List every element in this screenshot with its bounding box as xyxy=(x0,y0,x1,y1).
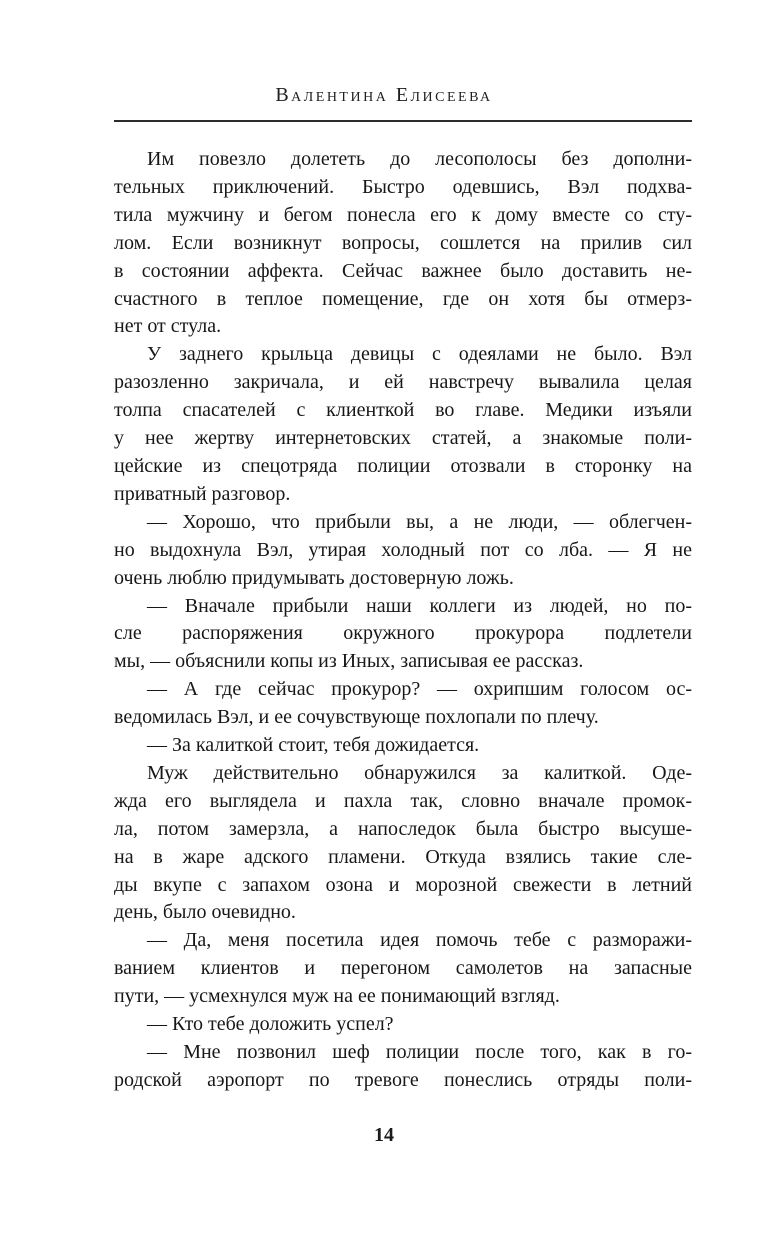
text-line: но выдохнула Вэл, утирая холодный пот со лба. — Я не xyxy=(114,538,692,561)
text-line: лом. Если возникнут вопросы, сошлется на прилив сил xyxy=(114,231,692,254)
text-line: ванием клиентов и перегоном самолетов на запасные xyxy=(114,957,692,980)
paragraph xyxy=(114,1011,692,1039)
text-line: ды вкупе с запахом озона и морозной свежести в летний xyxy=(114,873,692,896)
text-line: жда его выглядела и пахла так, словно вначале промок- xyxy=(114,789,692,812)
text-line: сле распоряжения окружного прокурора подлетели xyxy=(114,622,692,645)
text-line: — За калиткой стоит, тебя дожидается. xyxy=(147,734,480,757)
paragraph xyxy=(114,146,692,341)
paragraph xyxy=(114,1039,692,1095)
body-text xyxy=(114,146,692,1095)
text-line: — Кто тебе доложить успел? xyxy=(147,1013,394,1036)
text-line: день, было очевидно. xyxy=(114,901,296,924)
header-rule xyxy=(114,120,692,122)
text-line: цейские из спецотряда полиции отозвали в сторонку на xyxy=(114,454,692,477)
running-header: Валентина Елисеева xyxy=(275,84,493,106)
text-line: — Мне позвонил шеф полиции после того, как в го- xyxy=(147,1041,692,1063)
text-line: ла, потом замерзла, а напоследок была быстро высуше- xyxy=(114,817,692,840)
text-line: Им повезло долететь до лесополосы без дополни- xyxy=(147,148,692,170)
paragraph xyxy=(114,509,692,593)
paragraph xyxy=(114,341,692,508)
text-line: родской аэропорт по тревоге понеслись отряды поли- xyxy=(114,1068,692,1091)
text-line: нет от стула. xyxy=(114,315,222,338)
paragraph xyxy=(114,760,692,927)
text-line: толпа спасателей с клиенткой во главе. Медики изъяли xyxy=(114,399,692,422)
text-line: У заднего крыльца девицы с одеялами не было. Вэл xyxy=(147,343,692,366)
text-line: — Хорошо, что прибыли вы, а не люди, — облегчен- xyxy=(147,510,692,533)
text-line: мы, — объяснили копы из Иных, записывая ее рассказ. xyxy=(114,650,584,673)
text-line: в состоянии аффекта. Сейчас важнее было доставить не- xyxy=(114,259,692,282)
text-line: ведомилась Вэл, и ее сочувствующе похлопали по плечу. xyxy=(114,706,599,729)
text-line: — Вначале прибыли наши коллеги из людей, но по- xyxy=(147,594,692,617)
text-line: на в жаре адского пламени. Откуда взялись такие сле- xyxy=(114,845,692,868)
paragraph xyxy=(114,593,692,677)
text-line: у нее жертву интернетовских статей, а знакомые поли- xyxy=(114,427,692,450)
text-line: — А где сейчас прокурор? — охрипшим голосом ос- xyxy=(147,678,692,701)
paragraph xyxy=(114,732,692,760)
text-line: очень люблю придумывать достоверную ложь. xyxy=(114,566,514,589)
text-line: счастного в теплое помещение, где он хотя бы отмерз- xyxy=(114,287,692,310)
paragraph xyxy=(114,927,692,1011)
text-line: тельных приключений. Быстро одевшись, Вэл подхва- xyxy=(114,175,692,198)
text-line: Муж действительно обнаружился за калиткой. Оде- xyxy=(147,761,692,784)
page-number: 14 xyxy=(374,1124,394,1146)
text-line: разозленно закричала, и ей навстречу вывалила целая xyxy=(114,371,692,394)
text-line: — Да, меня посетила идея помочь тебе с разморажи- xyxy=(147,929,692,952)
text-line: пути, — усмехнулся муж на ее понимающий взгляд. xyxy=(114,985,560,1008)
text-line: тила мужчину и бегом понесла его к дому вместе со сту- xyxy=(114,203,692,226)
text-line: приватный разговор. xyxy=(114,482,291,505)
paragraph xyxy=(114,676,692,732)
